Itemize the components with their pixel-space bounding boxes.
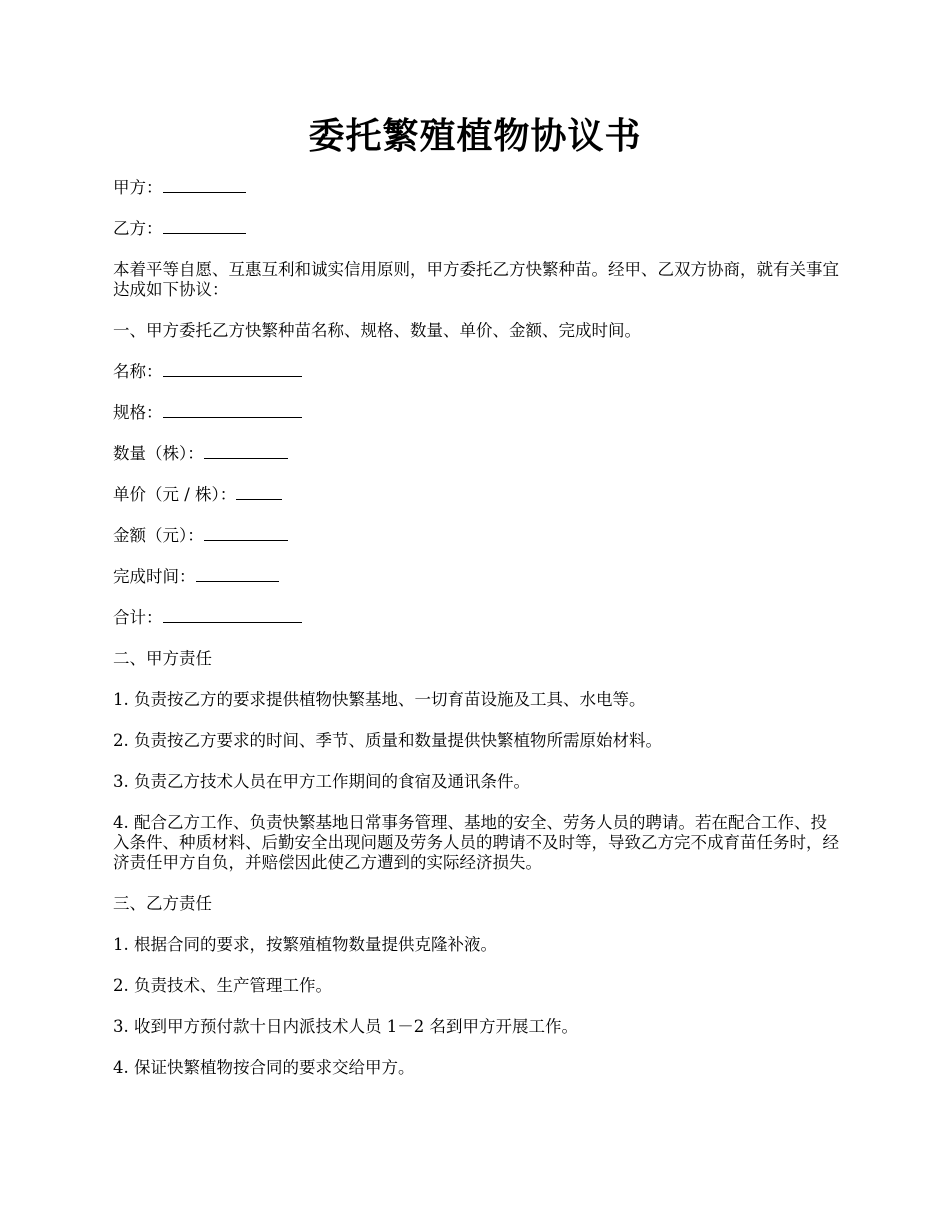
section1-heading: 一、甲方委托乙方快繁种苗名称、规格、数量、单价、金额、完成时间。 [113, 321, 641, 340]
section2-item: 4. 配合乙方工作、负责快繁基地日常事务管理、基地的安全、劳务人员的聘请。若在配合工作、投入条件、种质材料、后勤安全出现问题及劳务人员的聘请不及时等，导致乙方完不成育苗任务时，经济责任甲方自负，并赔偿因此使乙方遭到的实际经济损失。 [113, 813, 839, 872]
document-body [113, 178, 840, 1099]
party-a-blank [163, 178, 246, 193]
field-total-blank [163, 608, 302, 623]
intro-paragraph: 本着平等自愿、互惠互利和诚实信用原则，甲方委托乙方快繁种苗。经甲、乙双方协商，就有关事宜达成如下协议： [113, 260, 839, 299]
field-qty [113, 444, 840, 464]
party-b-line [113, 219, 840, 239]
field-name [113, 362, 840, 382]
document-title: 委托繁殖植物协议书 [308, 115, 642, 157]
field-finish-time [113, 567, 840, 587]
party-b-label: 乙方： [113, 219, 163, 238]
field-amount-blank [204, 526, 288, 541]
field-spec [113, 403, 840, 423]
party-b-blank [163, 219, 246, 234]
field-spec-label: 规格： [113, 403, 163, 422]
section2-item: 2. 负责按乙方要求的时间、季节、质量和数量提供快繁植物所需原始材料。 [113, 731, 662, 750]
field-finish-time-label: 完成时间： [113, 567, 196, 586]
field-unit-price [113, 485, 840, 505]
section2-item: 1. 负责按乙方的要求提供植物快繁基地、一切育苗设施及工具、水电等。 [113, 690, 646, 709]
field-finish-time-blank [196, 567, 279, 582]
field-total-label: 合计： [113, 608, 163, 627]
field-total [113, 608, 840, 628]
section3-item: 2. 负责技术、生产管理工作。 [113, 976, 332, 995]
section2-heading: 二、甲方责任 [113, 649, 212, 668]
field-amount-label: 金额（元）： [113, 526, 204, 545]
field-name-blank [163, 362, 302, 377]
party-a-line [113, 178, 840, 198]
field-unit-price-blank [236, 485, 282, 500]
field-unit-price-label: 单价（元 / 株）： [113, 485, 237, 504]
field-spec-blank [163, 403, 302, 418]
section3-item: 3. 收到甲方预付款十日内派技术人员 1－2 名到甲方开展工作。 [113, 1017, 578, 1036]
party-a-label: 甲方： [113, 178, 163, 197]
section3-heading: 三、乙方责任 [113, 894, 212, 913]
field-amount [113, 526, 840, 546]
field-qty-blank [204, 444, 288, 459]
section3-item: 1. 根据合同的要求，按繁殖植物数量提供克隆补液。 [113, 935, 497, 954]
field-qty-label: 数量（株）： [113, 444, 204, 463]
section2-item: 3. 负责乙方技术人员在甲方工作期间的食宿及通讯条件。 [113, 772, 530, 791]
field-name-label: 名称： [113, 362, 163, 381]
section3-item: 4. 保证快繁植物按合同的要求交给甲方。 [113, 1058, 415, 1077]
